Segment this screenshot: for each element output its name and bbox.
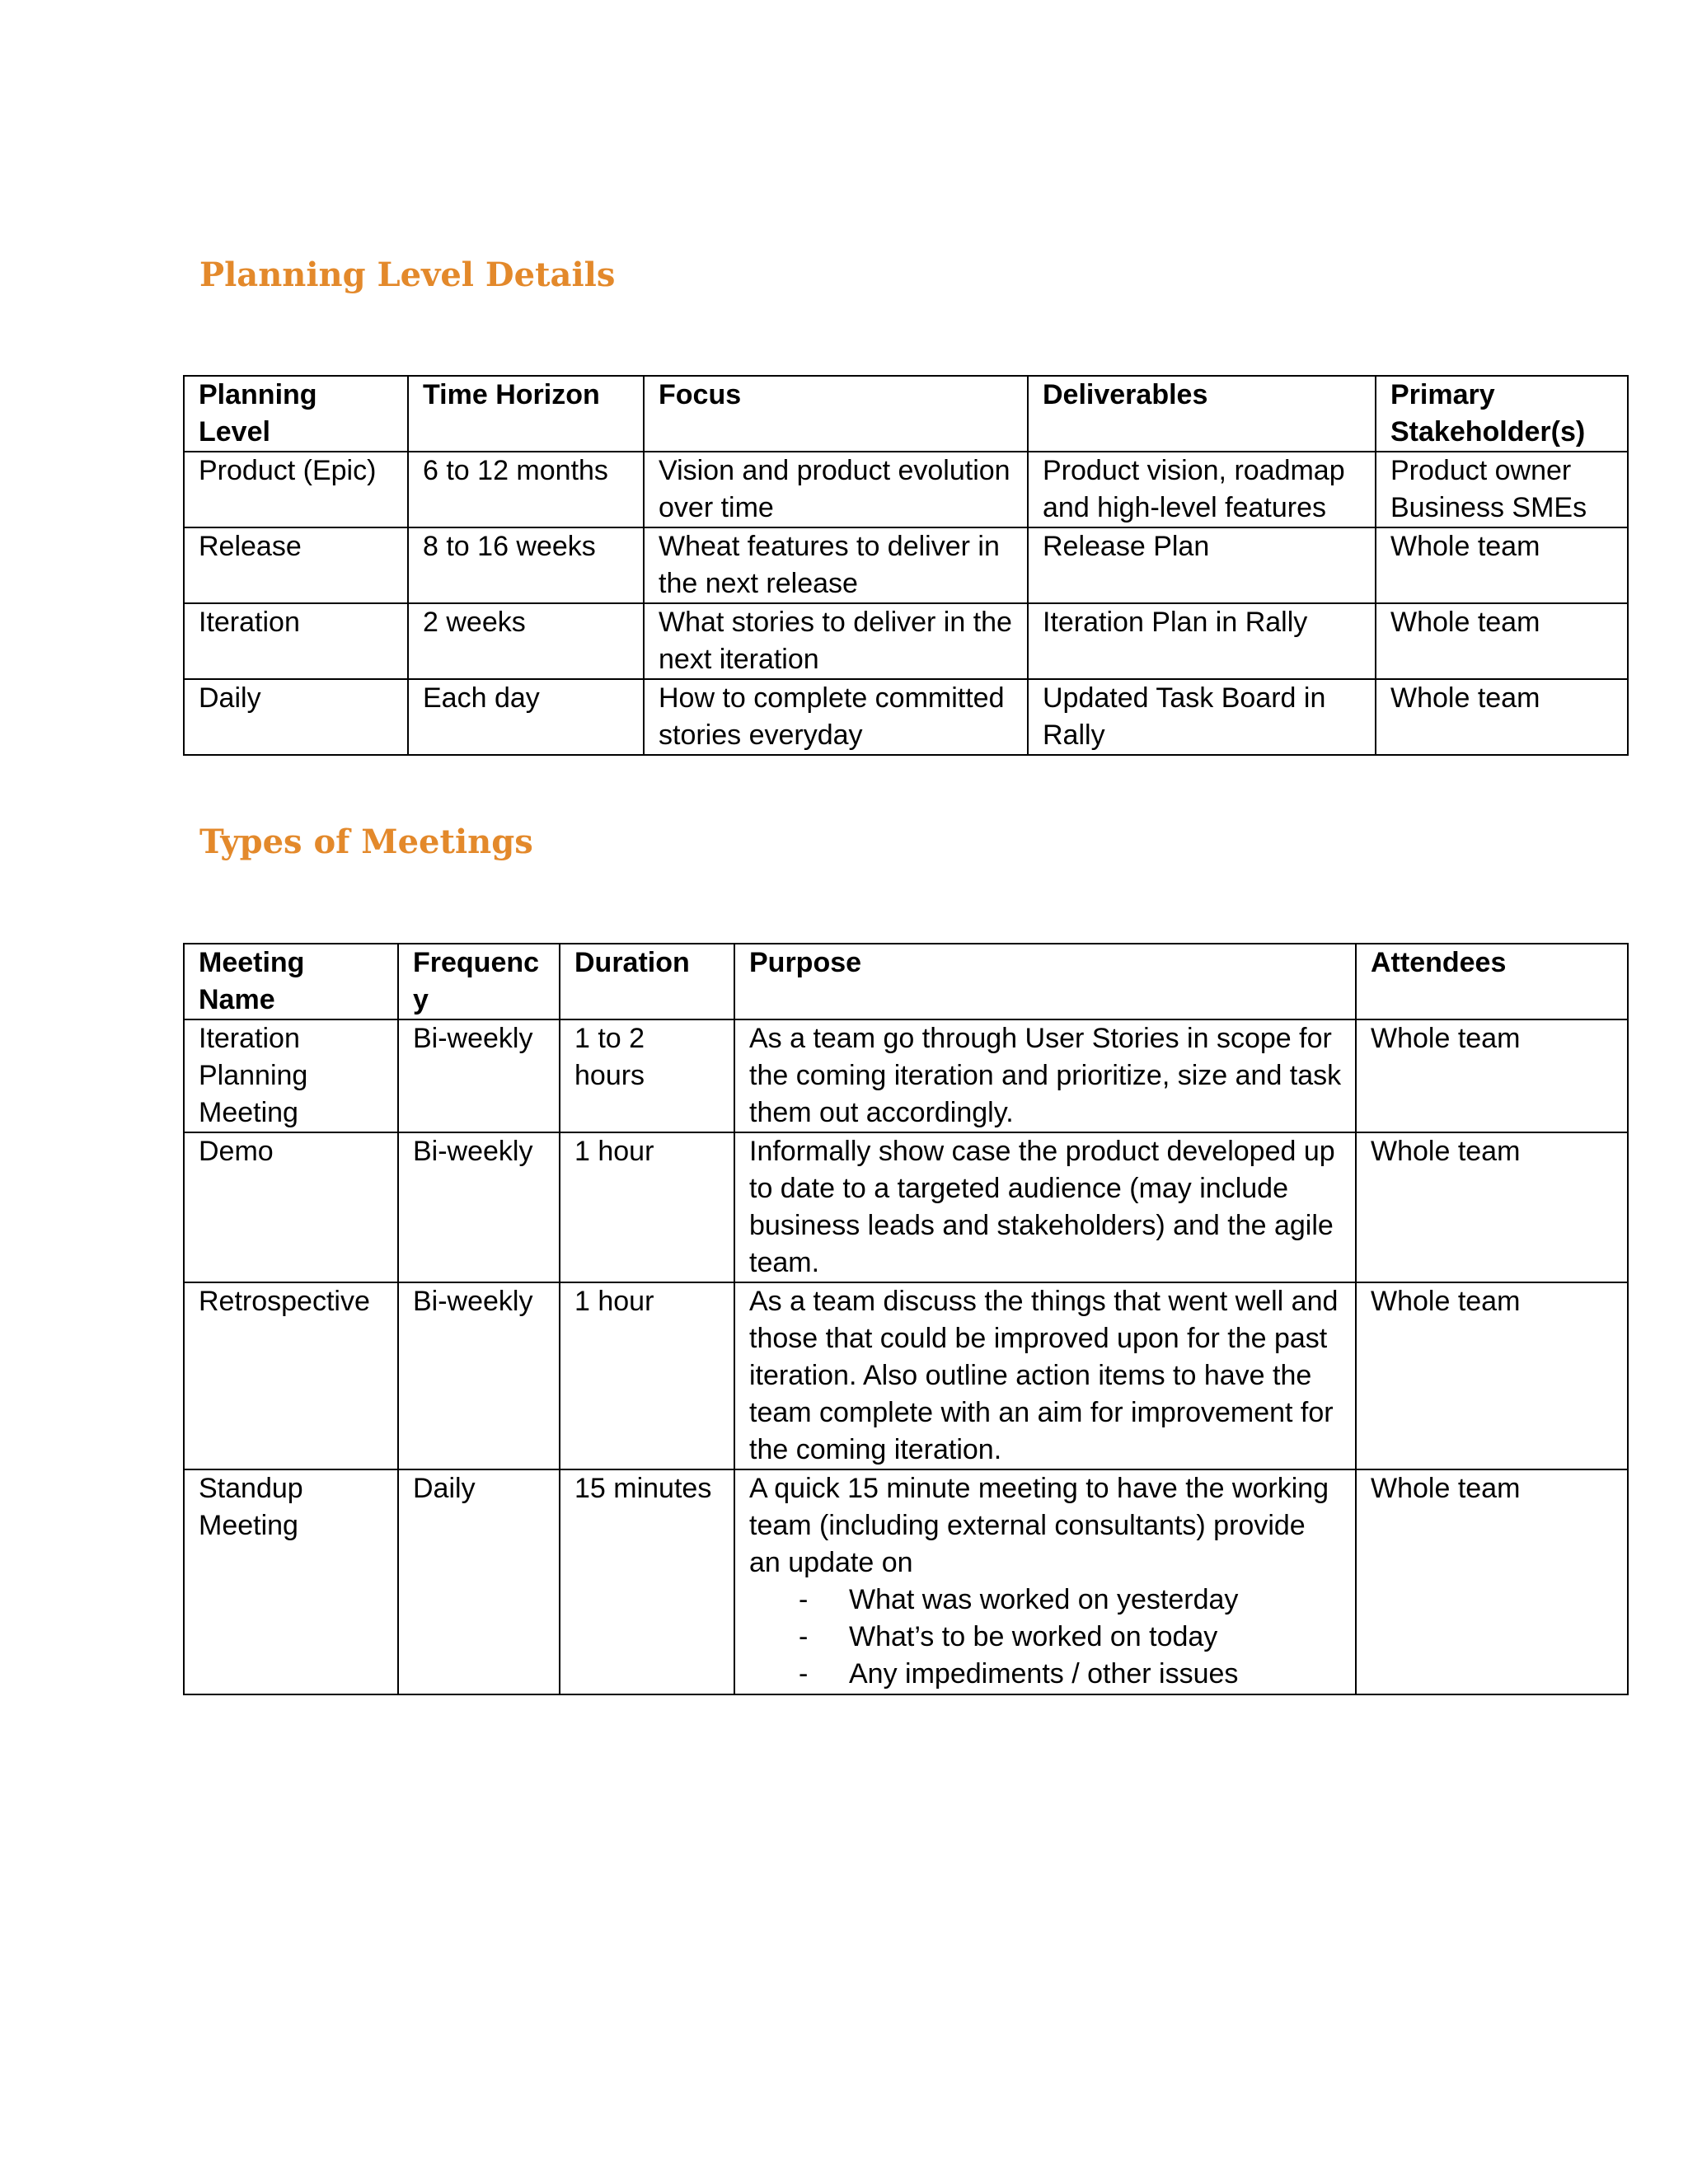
time-horizon-cell: 6 to 12 months [408,452,644,527]
time-horizon-cell: 8 to 16 weeks [408,527,644,603]
planning-level-details-heading: Planning Level Details [199,255,616,294]
stakeholder-cell: Whole team [1376,603,1628,679]
meeting-name-cell: Retrospective [184,1282,398,1469]
table-row [184,1019,1628,1132]
planning-level-cell: Iteration [184,603,408,679]
time-horizon-cell: Each day [408,679,644,755]
meeting-name-cell: Standup Meeting [184,1469,398,1694]
meetings-table [183,943,1629,1695]
purpose-cell: As a team discuss the things that went well and those that could be improved upon for the past iteration. Also outline action items to have the team complete with an aim for improvement for the coming iteration. [734,1282,1356,1469]
column-header: Purpose [734,944,1356,1019]
frequency-cell: Bi-weekly [398,1019,560,1132]
focus-cell: What stories to deliver in the next iteration [644,603,1028,679]
planning-level-cell: Release [184,527,408,603]
column-header: Time Horizon [408,376,644,452]
purpose-text: A quick 15 minute meeting to have the working team (including external consultants) provide an update on [749,1473,1329,1578]
table-row [184,452,1628,527]
column-header: Focus [644,376,1028,452]
attendees-cell: Whole team [1356,1282,1628,1469]
table-row [184,1132,1628,1282]
column-header: Meeting Name [184,944,398,1019]
frequency-cell: Daily [398,1469,560,1694]
purpose-cell: Informally show case the product developed up to date to a targeted audience (may include business leads and stakeholders) and the agile team. [734,1132,1356,1282]
planning-level-table [183,375,1629,756]
focus-cell: How to complete committed stories everyday [644,679,1028,755]
attendees-cell: Whole team [1356,1469,1628,1694]
deliverables-cell: Updated Task Board in Rally [1028,679,1376,755]
bullet-dash: - [799,1621,809,1652]
focus-cell: Vision and product evolution over time [644,452,1028,527]
list-item [749,1619,1342,1656]
duration-cell: 1 to 2 hours [560,1019,734,1132]
bullet-text: What’s to be worked on today [849,1621,1218,1652]
time-horizon-cell: 2 weeks [408,603,644,679]
bullet-text: Any impediments / other issues [849,1658,1239,1690]
duration-cell: 1 hour [560,1282,734,1469]
stakeholder-cell: Whole team [1376,527,1628,603]
purpose-cell: As a team go through User Stories in scope for the coming iteration and prioritize, size and task them out accordingly. [734,1019,1356,1132]
stakeholder-cell: Whole team [1376,679,1628,755]
table-header-row [184,944,1628,1019]
purpose-cell [734,1469,1356,1694]
table-header-row [184,376,1628,452]
table-row [184,527,1628,603]
table-row [184,679,1628,755]
column-header: Attendees [1356,944,1628,1019]
list-item [749,1582,1342,1619]
column-header: Duration [560,944,734,1019]
column-header: Primary Stakeholder(s) [1376,376,1628,452]
meeting-name-cell: Iteration Planning Meeting [184,1019,398,1132]
deliverables-cell: Release Plan [1028,527,1376,603]
attendees-cell: Whole team [1356,1019,1628,1132]
stakeholder-cell: Product owner Business SMEs [1376,452,1628,527]
types-of-meetings-heading: Types of Meetings [199,823,533,861]
planning-level-cell: Daily [184,679,408,755]
focus-cell: Wheat features to deliver in the next release [644,527,1028,603]
deliverables-cell: Iteration Plan in Rally [1028,603,1376,679]
bullet-dash: - [799,1658,809,1690]
duration-cell: 1 hour [560,1132,734,1282]
bullet-text: What was worked on yesterday [849,1584,1239,1615]
bullet-dash: - [799,1584,809,1615]
column-header: Deliverables [1028,376,1376,452]
deliverables-cell: Product vision, roadmap and high-level features [1028,452,1376,527]
standup-bullet-list [749,1582,1342,1693]
list-item [749,1656,1342,1693]
column-header: Frequency [398,944,560,1019]
column-header: Planning Level [184,376,408,452]
attendees-cell: Whole team [1356,1132,1628,1282]
frequency-cell: Bi-weekly [398,1132,560,1282]
table-row [184,603,1628,679]
duration-cell: 15 minutes [560,1469,734,1694]
meeting-name-cell: Demo [184,1132,398,1282]
table-row [184,1469,1628,1694]
table-row [184,1282,1628,1469]
frequency-cell: Bi-weekly [398,1282,560,1469]
planning-level-cell: Product (Epic) [184,452,408,527]
